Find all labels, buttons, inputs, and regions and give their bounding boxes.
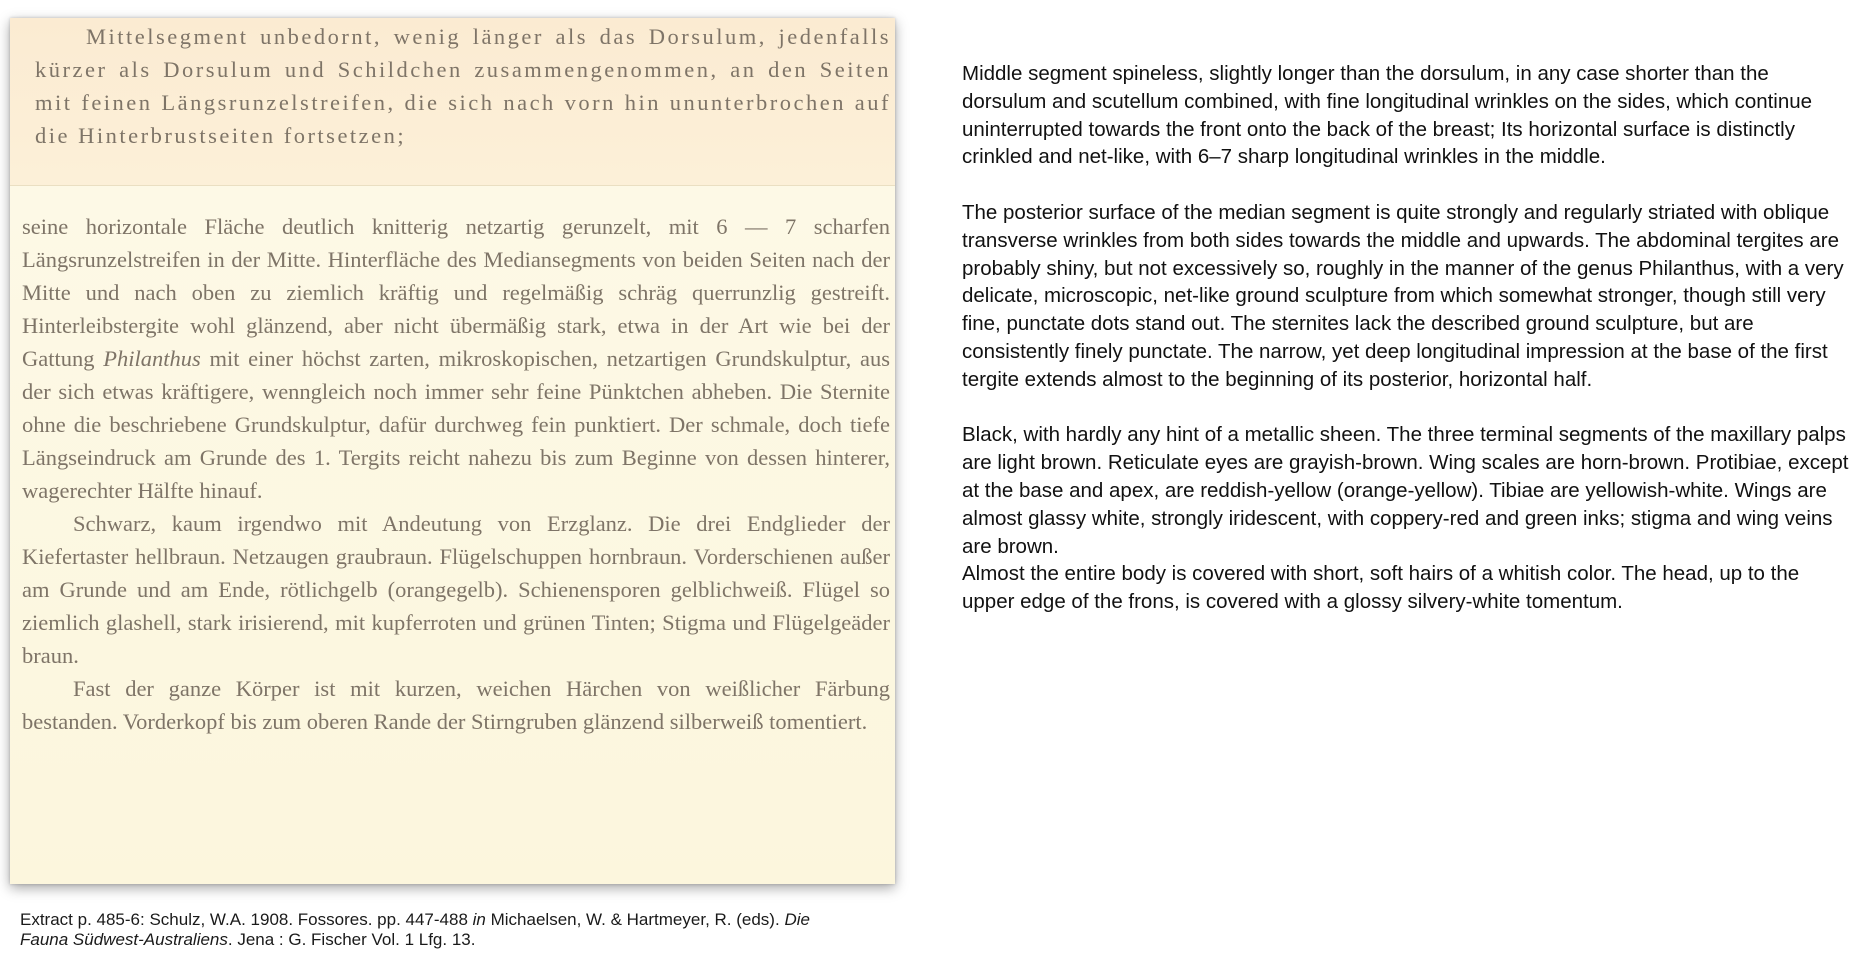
caption-suffix: . Jena : G. Fischer Vol. 1 Lfg. 13. bbox=[227, 930, 476, 949]
scan-genus-name: Philanthus bbox=[103, 346, 201, 371]
translation-paragraph-3: Black, with hardly any hint of a metallic sheen. The three terminal segments of the maxillary palps are light brown. Reticulate eyes are grayish-brown. Wing scales are horn-brown. Protibiae, except at the base and apex, are reddish-yellow (orange-yellow). Tibiae are yellowish-white. Wings are almost glassy white, strongly iridescent, with coppery-red and green inks; stigma and wing veins are brown. bbox=[962, 423, 1849, 558]
scan-body-text bbox=[22, 210, 890, 738]
translation-paragraph-2: The posterior surface of the median segment is quite strongly and regularly striated with oblique transverse wrinkles from both sides towards the middle and upwards. The abdominal tergites are probably shiny, but not excessively so, roughly in the manner of the genus Philanthus, with a very delicate, microscopic, net-like ground sculpture from which somewhat stronger, though still very fine, punctate dots stand out. The sternites lack the described ground sculpture, but are consistently finely punctate. The narrow, yet deep longitudinal impression at the base of the first tergite extends almost to the beginning of its posterior, horizontal half. bbox=[962, 200, 1844, 391]
caption-in-word: in bbox=[472, 910, 486, 929]
scan-paragraph-1-start: seine horizontale Fläche deutlich knitterig netzartig gerunzelt, mit 6 — 7 scharfen Längsrunzelstreifen in der Mitte. Hinterfläche des Mediansegments von beiden Seiten nach der Mitte und nach oben zu ziemlich kräftig und regelmäßig schräg querrunzlig gestreift. Hinterleibstergite wohl glänzend, aber nicht übermäßig stark, etwa in der Art wie bei der Gattung bbox=[22, 214, 890, 371]
scan-paragraph-1 bbox=[22, 210, 890, 507]
scanned-page-image bbox=[10, 18, 895, 884]
english-translation bbox=[962, 60, 1852, 616]
citation-caption bbox=[20, 910, 820, 950]
caption-editors: Michaelsen, W. & Hartmeyer, R. (eds). bbox=[490, 910, 780, 929]
scan-paragraph-1-continued: mit einer höchst zarten, mikroskopischen, netzartigen Grundskulptur, aus der sich etwas kräftigere, wenngleich noch immer sehr feine Pünktchen abheben. Die Sternite ohne die beschriebene Grundskulptur, dafür durchweg fein punktiert. Der schmale, doch tiefe Längseindruck am Grunde des 1. Tergits reicht nahezu bis zum Beginne von dessen hinterer, wagerechter Hälfte hinauf. bbox=[22, 346, 890, 503]
translation-paragraph-4: Almost the entire body is covered with short, soft hairs of a whitish color. The head, up to the upper edge of the frons, is covered with a glossy silvery-white tomentum. bbox=[962, 562, 1800, 614]
translation-paragraph-1: Middle segment spineless, slightly longer than the dorsulum, in any case shorter than the dorsulum and scutellum combined, with fine longitudinal wrinkles on the sides, which continue uninterrupted towards the front onto the back of the breast; Its horizontal surface is distinctly crinkled and net-like, with 6–7 sharp longitudinal wrinkles in the middle. bbox=[962, 62, 1813, 169]
scan-paragraph-3: Fast der ganze Körper ist mit kurzen, weichen Härchen von weißlicher Färbung bestanden. Vorderkopf bis zum oberen Rande der Stirngruben glänzend silberweiß tomentiert. bbox=[22, 676, 890, 734]
caption-prefix: Extract p. 485-6: Schulz, W.A. 1908. Fossores. pp. 447-488 bbox=[20, 910, 468, 929]
scan-top-paragraph: Mittelsegment unbedornt, wenig länger als das Dorsulum, jedenfalls kürzer als Dorsulum und Schildchen zusammengenommen, an den Seiten mit feinen Längsrunzelstreifen, die sich nach vorn hin ununterbrochen auf die Hinterbrustseiten fortsetzen; bbox=[35, 24, 891, 148]
scan-paragraph-2: Schwarz, kaum irgendwo mit Andeutung von Erzglanz. Die drei Endglieder der Kiefertaster hellbraun. Netzaugen graubraun. Flügelschuppen hornbraun. Vorderschienen außer am Grunde und am Ende, rötlichgelb (orangegelb). Schienensporen gelblichweiß. Flügel so ziemlich glashell, stark irisierend, mit kupferroten und grünen Tinten; Stigma und Flügelgeäder braun. bbox=[22, 511, 890, 668]
caption-book-title: Die Fauna Südwest-Australiens bbox=[20, 910, 810, 949]
